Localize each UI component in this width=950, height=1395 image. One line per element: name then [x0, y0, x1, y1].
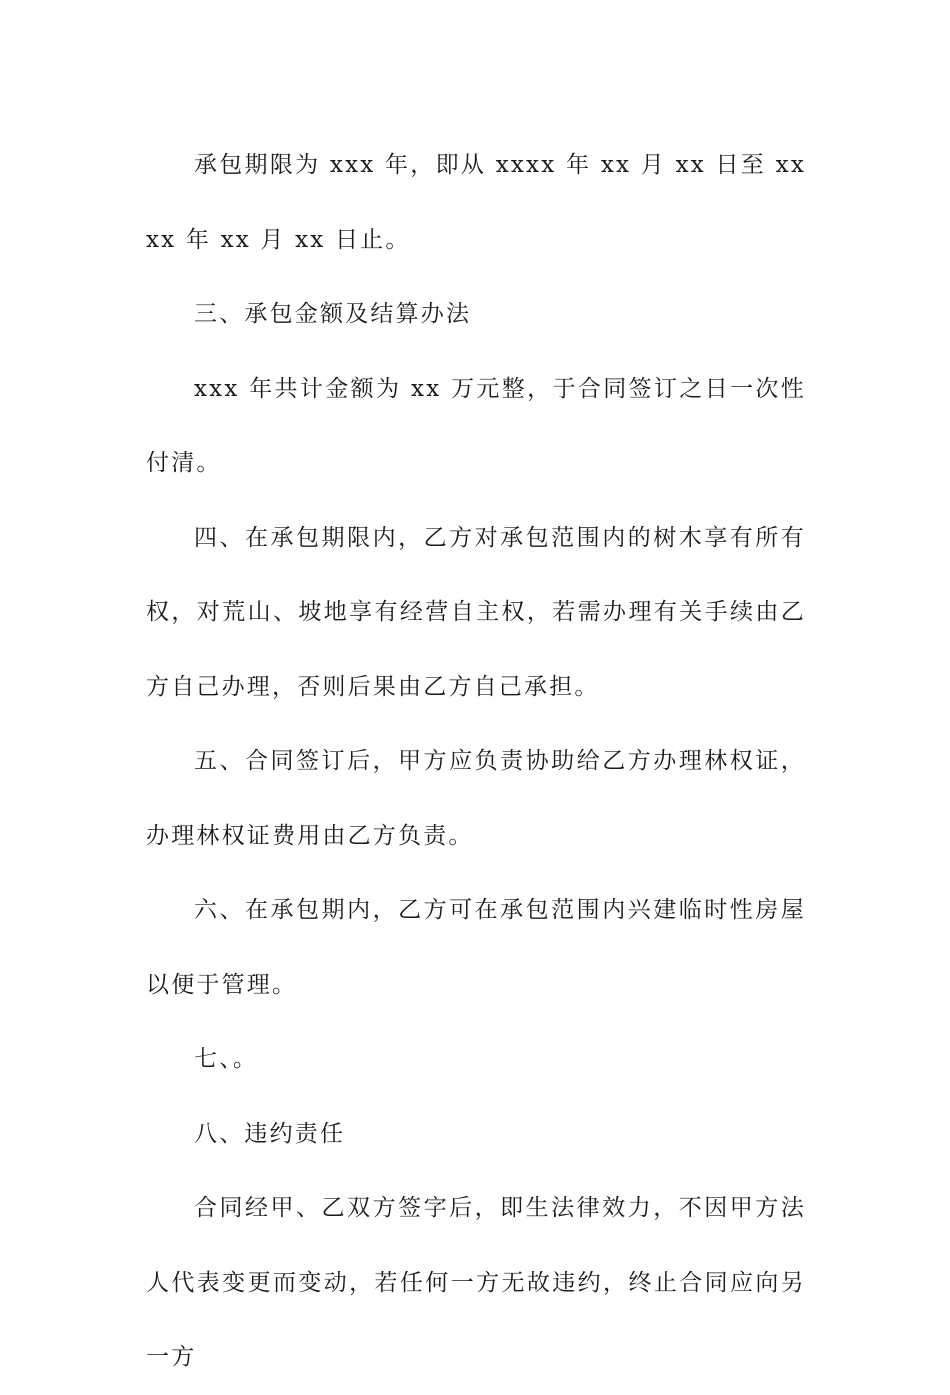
paragraph-forest-certificate: 五、合同签订后，甲方应负责协助给乙方办理林权证，办理林权证费用由乙方负责。 — [146, 748, 806, 849]
paragraph-contract-term: 承包期限为 xxx 年，即从 xxxx 年 xx 月 xx 日至 xxxx 年 xx 月 xx 日止。 — [146, 152, 806, 253]
heading-amount-and-settlement: 三、承包金额及结算办法 — [194, 301, 472, 327]
document-body — [146, 128, 806, 1395]
paragraph-total-amount: xxx 年共计金额为 xx 万元整，于合同签订之日一次性付清。 — [146, 375, 806, 476]
paragraph-legal-effect: 合同经甲、乙双方签字后，即生法律效力，不因甲方法人代表变更而变动，若任何一方无故违约，终止合同应向另一方 — [146, 1195, 806, 1370]
paragraph-temporary-housing: 六、在承包期内，乙方可在承包范围内兴建临时性房屋以便于管理。 — [146, 897, 806, 998]
paragraph-ownership-rights: 四、在承包期限内，乙方对承包范围内的树木享有所有权，对荒山、坡地享有经营自主权，若需办理有关手续由乙方自己办理，否则后果由乙方自己承担。 — [146, 524, 806, 700]
heading-breach-liability: 八、违约责任 — [194, 1120, 346, 1147]
paragraph-item-seven: 七、。 — [194, 1046, 259, 1072]
